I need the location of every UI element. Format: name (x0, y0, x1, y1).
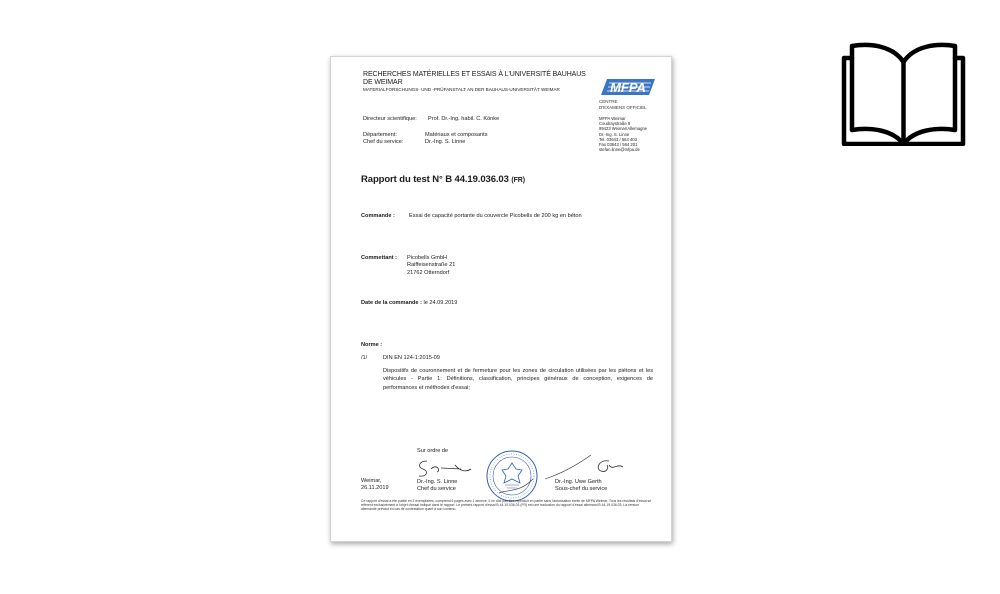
institute-line2: DE WEIMAR (363, 79, 403, 86)
commettant-address: Picobells GmbH Raiffeisenstraße 21 21762 Otterndorf (407, 255, 456, 276)
norme-description: Dispositifs de couronnement et de fermeture pour les zones de circulation utilisées par les piétons et les véhicules - Partie 1: Définitions, classification, principes généraux de conception, exigences de performances et méthodes d'essai; (383, 368, 653, 391)
address-line: stefan.linne@mfpa.de (599, 147, 640, 153)
department-values: Matériaux et composants Dr.-Ing. S. Linne (425, 132, 488, 145)
report-title: Rapport du test N° B 44.19.036.03 (FR) (361, 174, 525, 185)
norme-value: DIN EN 124-1:2015-09 (383, 355, 440, 361)
official-seal (485, 449, 539, 503)
mfpa-logo (599, 77, 659, 97)
commettant-label: Commettant : (361, 255, 398, 261)
place-date: Weimar, 26.11.2019 (361, 478, 389, 491)
address-line: Fax 03643 / 564 201 (599, 142, 638, 148)
director-label: Directeur scientifique: (363, 116, 417, 122)
sur-ordre: Sur ordre de (417, 448, 449, 454)
commande-label: Commande : (361, 213, 395, 219)
open-book-icon[interactable] (841, 40, 966, 146)
footer-note: Ce rapport d'essai a été publié en 2 exemplaires, comprend 6 pages avec 1 annexe. Il ne doit pas être reproduit en partie sans l'autorisation écrite de MFPA Weimar. Tous les résultats d'essai se réfèrent exclusivement à l'objet d'essai indiqué dans le rapport. Le présent rapport d'essai B 44.19.036.03 (FR) est une traduction du rapport d'essai allemand B 44.19.036.03. La version allemande prévaut en cas de contestation quant à son contenu. (361, 499, 652, 512)
signatory-right: Dr.-Ing. Uwe Gerth Sous-chef du service (555, 479, 608, 492)
norme-ref: /1/ (361, 355, 368, 361)
institute-name-de: MATERIALFORSCHUNGS- UND -PRÜFANSTALT AN DER BAUHAUS-UNIVERSITÄT WEIMAR (363, 87, 560, 92)
address-line: Dr.-Ing. S. Linne (599, 131, 630, 137)
norme-label: Norme : (361, 342, 383, 348)
commande-value: Essai de capacité portante du couvercle Picobells de 200 kg en béton (409, 213, 582, 219)
document-page (330, 56, 672, 542)
signatory-left: Dr.-Ing. S. Linne Chef du service (417, 479, 458, 492)
logo-text: MFPA (610, 80, 646, 95)
address-line: MFPA Weimar (599, 116, 626, 121)
address-line: 99423 Weimar/Allemagne (599, 126, 648, 132)
date-commande: Date de la commande : le 24.09.2019 (361, 300, 458, 306)
address-line: Tel. 03643 / 564 403 (599, 136, 637, 142)
logo-subtitle: CENTRE D'EXAMENS OFFICIEL (599, 99, 647, 110)
contact-address (599, 116, 647, 152)
address-line: Coudraystraße 9 (599, 121, 631, 127)
institute-name (363, 71, 586, 87)
institute-line1: RECHERCHES MATÉRIELLES ET ESSAIS À L'UNIVERSITÉ BAUHAUS (363, 71, 586, 78)
director-value: Prof. Dr.-Ing. habil. C. Könke (428, 116, 500, 122)
signature-linne (415, 457, 473, 479)
department-labels: Département: Chef du service: (363, 132, 404, 145)
